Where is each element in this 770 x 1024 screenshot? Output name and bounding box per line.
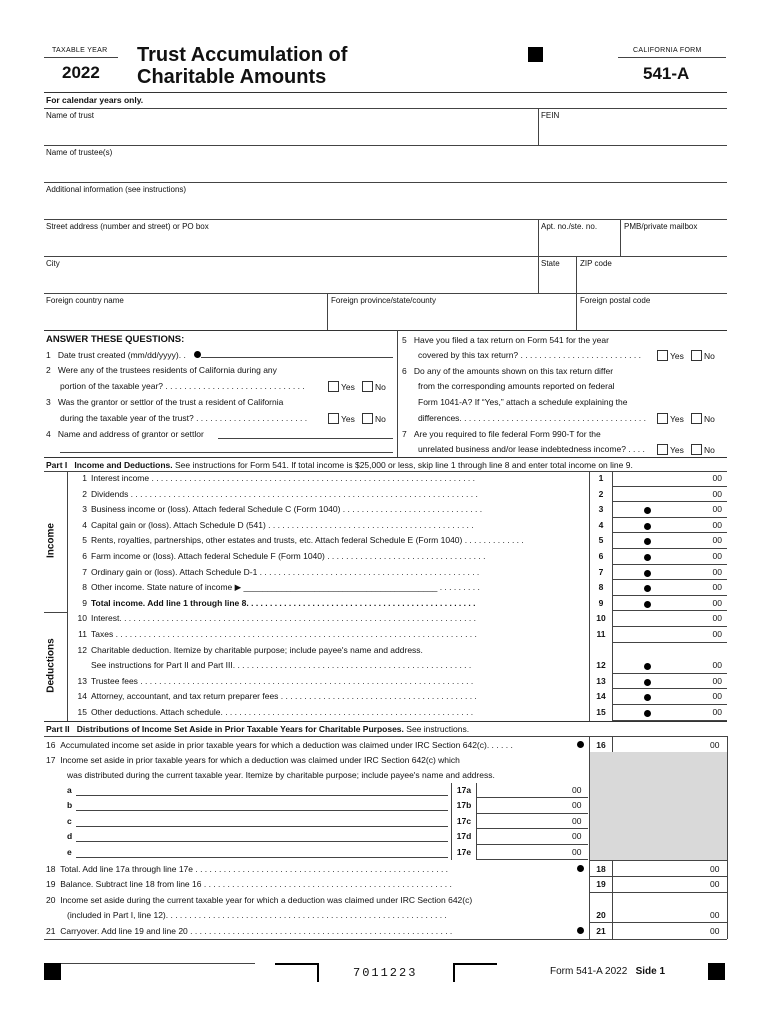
line-16-box-label: 16 bbox=[596, 740, 606, 750]
line-cents: 00 bbox=[712, 582, 722, 593]
line-16-cents: 00 bbox=[710, 740, 720, 750]
part1-line-row bbox=[67, 705, 727, 721]
line-description: Farm income or (loss). Attach federal Schedule F (Form 1040) . . . . . . . . . . . . . . . . . . . . . . . . . . . . . . . . . . bbox=[91, 551, 486, 561]
payee-input[interactable] bbox=[76, 857, 448, 858]
box-divider bbox=[589, 565, 590, 581]
form-side-label: Form 541-A 2022 Side 1 bbox=[550, 966, 666, 977]
box-divider bbox=[589, 596, 590, 612]
part1-line-row bbox=[67, 627, 727, 643]
line-20-cont: (included in Part I, line 12). . . . . . . . . . . . . . . . . . . . . . . . . . . . . . . . . . . . . . . . . . . . . . . . . . . . . . . . . . . . bbox=[67, 910, 447, 920]
grantor-input-2[interactable] bbox=[60, 452, 393, 453]
line-description: Interest income . . . . . . . . . . . . . . . . . . . . . . . . . . . . . . . . . . . . . . . . . . . . . . . . . . . . . . . . . . . . . . . . . . . . . bbox=[91, 473, 476, 483]
part1-heading: Part I Income and Deductions. See instructions for Form 541. If total income is $25,000 or less, skip line 1 through line 8 and enter total income on line 9. bbox=[46, 460, 633, 470]
part1-line-row bbox=[67, 580, 727, 596]
line-amount-field[interactable] bbox=[612, 705, 727, 721]
line-number: 12 bbox=[77, 644, 87, 655]
line-number: 1 bbox=[82, 473, 87, 483]
subline-box-divider bbox=[451, 845, 452, 860]
apt-field[interactable]: Apt. no./ste. no. bbox=[541, 222, 598, 231]
subline-cents: 00 bbox=[572, 846, 582, 857]
line-number: 4 bbox=[82, 519, 87, 530]
zip-field[interactable]: ZIP code bbox=[580, 259, 612, 268]
line-17-shaded-area bbox=[589, 752, 728, 860]
line-number: 11 bbox=[78, 629, 87, 639]
q3-no-checkbox[interactable] bbox=[362, 413, 373, 424]
line-20-box-label: 20 bbox=[596, 910, 606, 920]
street-address-field[interactable]: Street address (number and street) or PO box bbox=[46, 222, 209, 231]
line-cents: 00 bbox=[712, 488, 722, 499]
line-cents: 00 bbox=[712, 597, 722, 608]
box-divider bbox=[589, 533, 590, 549]
line-number: 14 bbox=[77, 691, 87, 702]
line-amount-field[interactable] bbox=[612, 502, 727, 518]
line-box-label: 7 bbox=[598, 566, 604, 577]
additional-info-field[interactable]: Additional information (see instructions) bbox=[46, 185, 187, 194]
form-title-line2: Charitable Amounts bbox=[137, 66, 327, 88]
line-box-label: 4 bbox=[598, 519, 604, 530]
deductions-side-label: Deductions bbox=[45, 638, 57, 693]
line-cents: 00 bbox=[712, 613, 722, 624]
name-of-trust-field[interactable]: Name of trust bbox=[46, 111, 95, 120]
line-amount-field bbox=[612, 643, 727, 659]
line-number: 8 bbox=[82, 582, 87, 593]
part1-line-row bbox=[67, 658, 727, 674]
line-number: 5 bbox=[82, 535, 87, 546]
question-3: 3 Was the grantor or settlor of the trust a resident of California bbox=[46, 397, 284, 407]
line-amount-field[interactable] bbox=[612, 658, 727, 674]
line-box-label: 5 bbox=[598, 535, 604, 546]
q6-no-checkbox[interactable] bbox=[691, 413, 702, 424]
payee-input[interactable] bbox=[76, 826, 448, 827]
fein-field[interactable]: FEIN bbox=[541, 111, 560, 120]
box-divider bbox=[589, 471, 590, 487]
question-6-c: Form 1041-A? If “Yes,” attach a schedule explaining the bbox=[418, 397, 628, 407]
q2-no-checkbox[interactable] bbox=[362, 381, 373, 392]
line-box-label: 12 bbox=[596, 660, 606, 671]
subline-box-label: 17c bbox=[456, 815, 472, 826]
line-amount-field[interactable] bbox=[612, 565, 727, 581]
registration-mark-top bbox=[528, 47, 543, 62]
line-box-label: 1 bbox=[598, 473, 604, 483]
line-18-cents: 00 bbox=[710, 864, 720, 874]
subline-box-divider bbox=[451, 783, 452, 798]
box-divider bbox=[589, 487, 590, 503]
line-amount-field[interactable] bbox=[612, 580, 727, 596]
question-1: 1 Date trust created (mm/dd/yyyy). . bbox=[46, 350, 186, 360]
line-18-bullet-icon bbox=[577, 865, 584, 872]
subline-box-label: 17b bbox=[456, 800, 472, 811]
california-form-label: CALIFORNIA FORM bbox=[633, 47, 702, 54]
line-17-cont: was distributed during the current taxable year. Itemize by charitable purpose; include payee's name and address. bbox=[67, 770, 495, 780]
box-divider bbox=[589, 627, 590, 643]
line-description: Attorney, accountant, and tax return preparer fees . . . . . . . . . . . . . . . . . . . . . . . . . . . . . . . . . . . . . . . . . . bbox=[91, 691, 477, 702]
form-title-line1: Trust Accumulation of bbox=[137, 44, 348, 66]
date-bullet-icon bbox=[194, 351, 201, 358]
line-number: 15 bbox=[77, 707, 87, 717]
line-box-label: 15 bbox=[596, 707, 606, 717]
line-description: See instructions for Part II and Part III. . . . . . . . . . . . . . . . . . . . . . . . . . . . . . . . . . . . . . . . . . . . . . . . . . . bbox=[91, 660, 472, 671]
box-divider bbox=[589, 580, 590, 596]
box-divider bbox=[589, 518, 590, 534]
state-field[interactable]: State bbox=[541, 259, 560, 268]
income-side-label: Income bbox=[45, 523, 57, 559]
part1-line-row bbox=[67, 643, 727, 659]
line-amount-field[interactable] bbox=[612, 518, 727, 534]
box-divider bbox=[589, 689, 590, 705]
question-6-d: differences. . . . . . . . . . . . . . . . . . . . . . . . . . . . . . . . . . . . . . . . bbox=[418, 413, 646, 423]
city-field[interactable]: City bbox=[46, 259, 60, 268]
line-box-label bbox=[590, 643, 612, 659]
line-box-label: 6 bbox=[598, 551, 604, 561]
registration-mark-bottom-left bbox=[44, 963, 61, 980]
question-5: 5 Have you filed a tax return on Form 541 for the year bbox=[402, 335, 609, 345]
part1-line-row bbox=[67, 674, 727, 690]
line-box-label: 11 bbox=[596, 629, 606, 639]
line-cents: 00 bbox=[712, 707, 722, 717]
foreign-province-field[interactable]: Foreign province/state/county bbox=[331, 296, 436, 305]
line-amount-field[interactable] bbox=[612, 689, 727, 705]
line-description: Business income or (loss). Attach federal Schedule C (Form 1040) . . . . . . . . . . . . . . . . . . . . . . . . . . . . . . bbox=[91, 504, 483, 515]
line-17: 17 Income set aside in prior taxable years for which a deduction was claimed under IRC Section 642(c) which bbox=[46, 755, 460, 765]
line-19-box-label: 19 bbox=[596, 879, 606, 889]
foreign-country-field[interactable]: Foreign country name bbox=[46, 296, 124, 305]
line-number: 9 bbox=[82, 597, 87, 608]
line-box-label: 10 bbox=[596, 613, 606, 624]
line-description: Total income. Add line 1 through line 8. . . . . . . . . . . . . . . . . . . . . . . . . . . . . . . . . . . . . . . . . . . . . . . . . bbox=[91, 597, 476, 608]
line-box-label: 13 bbox=[596, 675, 606, 686]
subline-box-divider bbox=[451, 798, 452, 813]
line-21-bullet-icon bbox=[577, 927, 584, 934]
payee-input[interactable] bbox=[76, 810, 448, 811]
line-cents: 00 bbox=[712, 566, 722, 577]
subline-cents: 00 bbox=[572, 785, 582, 795]
line-description: Capital gain or (loss). Attach Schedule D (541) . . . . . . . . . . . . . . . . . . . . . . . . . . . . . . . . . . . . . . . . . . . . bbox=[91, 519, 474, 530]
foreign-postal-field[interactable]: Foreign postal code bbox=[580, 296, 651, 305]
line-21-box-label: 21 bbox=[596, 926, 606, 936]
line-16: 16 Accumulated income set aside in prior taxable years for which a deduction was claimed under IRC Section 642(c). . . . . . bbox=[46, 740, 513, 750]
line-cents: 00 bbox=[712, 551, 722, 561]
question-4: 4 Name and address of grantor or settlor bbox=[46, 429, 204, 439]
line-amount-field[interactable] bbox=[612, 627, 727, 643]
q6-yes-checkbox[interactable] bbox=[657, 413, 668, 424]
question-7: 7 Are you required to file federal Form 990-T for the bbox=[402, 429, 601, 439]
line-number: 7 bbox=[82, 566, 87, 577]
subline-cents: 00 bbox=[572, 831, 582, 842]
payee-input[interactable] bbox=[76, 795, 448, 796]
line-number: 6 bbox=[82, 551, 87, 561]
box-divider bbox=[589, 611, 590, 627]
q5-no-checkbox[interactable] bbox=[691, 350, 702, 361]
box-divider bbox=[589, 549, 590, 565]
q7-yes-checkbox[interactable] bbox=[657, 444, 668, 455]
q2-yes-checkbox[interactable] bbox=[328, 381, 339, 392]
line-18: 18 Total. Add line 17a through line 17e . . . . . . . . . . . . . . . . . . . . . . . . . . . . . . . . . . . . . . . . . . . . . . . . . . . . . . bbox=[46, 864, 449, 874]
q5-yes-checkbox[interactable] bbox=[657, 350, 668, 361]
subline-box-label: 17a bbox=[456, 785, 472, 795]
line-cents: 00 bbox=[712, 675, 722, 686]
part1-line-row bbox=[67, 518, 727, 534]
subline-cents: 00 bbox=[572, 815, 582, 826]
part1-line-row bbox=[67, 611, 727, 627]
line-box-label: 14 bbox=[596, 691, 606, 702]
line-20: 20 Income set aside during the current taxable year for which a deduction was claimed under IRC Section 642(c) bbox=[46, 895, 473, 905]
box-divider bbox=[589, 705, 590, 721]
line-21: 21 Carryover. Add line 19 and line 20 . . . . . . . . . . . . . . . . . . . . . . . . . . . . . . . . . . . . . . . . . . . . . . . . . . . . . . . . bbox=[46, 926, 453, 936]
line-description: Taxes . . . . . . . . . . . . . . . . . . . . . . . . . . . . . . . . . . . . . . . . . . . . . . . . . . . . . . . . . . . . . . . . . . . . . . . . . . . . . bbox=[91, 629, 477, 639]
taxable-year-label: TAXABLE YEAR bbox=[52, 47, 108, 54]
subline-box-divider bbox=[451, 829, 452, 844]
line-box-label: 2 bbox=[598, 488, 604, 499]
corner-mark-right bbox=[453, 963, 497, 982]
part1-line-row bbox=[67, 487, 727, 503]
question-2-cont: portion of the taxable year? . . . . . . . . . . . . . . . . . . . . . . . . . . . . . . bbox=[60, 381, 305, 391]
questions-heading: ANSWER THESE QUESTIONS: bbox=[46, 334, 185, 345]
line-18-box-label: 18 bbox=[596, 864, 606, 874]
line-amount-field[interactable] bbox=[612, 487, 727, 503]
line-box-label: 8 bbox=[598, 582, 604, 593]
form-number: 541-A bbox=[643, 64, 690, 83]
line-cents: 00 bbox=[712, 691, 722, 702]
pmb-field[interactable]: PMB/private mailbox bbox=[624, 222, 698, 231]
part1-line-row bbox=[67, 596, 727, 612]
line-19-cents: 00 bbox=[710, 879, 720, 889]
line-description: Interest. . . . . . . . . . . . . . . . . . . . . . . . . . . . . . . . . . . . . . . . . . . . . . . . . . . . . . . . . . . . . . . . . . . . . . . . . . . . bbox=[91, 613, 476, 624]
line-cents: 00 bbox=[712, 473, 722, 483]
question-6: 6 Do any of the amounts shown on this tax return differ bbox=[402, 366, 614, 376]
line-description: Other income. State nature of income ▶ _________________________________________ . . . . . . . . . bbox=[91, 582, 480, 593]
line-20-cents: 00 bbox=[710, 910, 720, 920]
box-divider bbox=[589, 643, 590, 659]
line-cents: 00 bbox=[712, 504, 722, 515]
line-amount-field[interactable] bbox=[612, 471, 727, 487]
box-divider bbox=[589, 658, 590, 674]
part1-line-row bbox=[67, 565, 727, 581]
line-number: 2 bbox=[82, 488, 87, 499]
line-description: Trustee fees . . . . . . . . . . . . . . . . . . . . . . . . . . . . . . . . . . . . . . . . . . . . . . . . . . . . . . . . . . . . . . . . . . . . . . . bbox=[91, 675, 474, 686]
subline-cents: 00 bbox=[572, 800, 582, 811]
q7-no-checkbox[interactable] bbox=[691, 444, 702, 455]
line-amount-field[interactable] bbox=[612, 674, 727, 690]
part1-line-row bbox=[67, 502, 727, 518]
line-box-label: 9 bbox=[598, 597, 604, 608]
q3-yes-checkbox[interactable] bbox=[328, 413, 339, 424]
line-amount-field[interactable] bbox=[612, 533, 727, 549]
subline-box-divider bbox=[451, 814, 452, 829]
question-2: 2 Were any of the trustees residents of California during any bbox=[46, 365, 277, 375]
line-description: Dividends . . . . . . . . . . . . . . . . . . . . . . . . . . . . . . . . . . . . . . . . . . . . . . . . . . . . . . . . . . . . . . . . . . . . . . . . . . bbox=[91, 488, 478, 499]
payee-input[interactable] bbox=[76, 841, 448, 842]
line-cents: 00 bbox=[712, 519, 722, 530]
subline-letter: c bbox=[67, 815, 72, 826]
corner-mark-left bbox=[275, 963, 319, 982]
line-box-label: 3 bbox=[598, 504, 604, 515]
question-6-b: from the corresponding amounts reported on federal bbox=[418, 381, 615, 391]
trustee-name-field[interactable]: Name of trustee(s) bbox=[46, 148, 113, 157]
line-cents: 00 bbox=[712, 535, 722, 546]
subline-letter: d bbox=[67, 831, 73, 842]
part1-line-row bbox=[67, 549, 727, 565]
part1-line-row bbox=[67, 689, 727, 705]
line-amount-field[interactable] bbox=[612, 596, 727, 612]
registration-mark-bottom-right bbox=[708, 963, 725, 980]
line-number: 3 bbox=[82, 504, 87, 515]
line-21-cents: 00 bbox=[710, 926, 720, 936]
box-divider bbox=[589, 674, 590, 690]
part1-line-row bbox=[67, 471, 727, 487]
line-number: 13 bbox=[77, 675, 87, 686]
subline-letter: b bbox=[67, 800, 73, 811]
line-cents: 00 bbox=[712, 660, 722, 671]
date-created-input[interactable] bbox=[201, 357, 393, 358]
line-number: 10 bbox=[77, 613, 87, 624]
calendar-note: For calendar years only. bbox=[46, 95, 144, 105]
line-description: Other deductions. Attach schedule. . . . . . . . . . . . . . . . . . . . . . . . . . . . . . . . . . . . . . . . . . . . . . . . . . . . . . bbox=[91, 707, 474, 717]
line-description: Ordinary gain or (loss). Attach Schedule D-1 . . . . . . . . . . . . . . . . . . . . . . . . . . . . . . . . . . . . . . . . . . . . . . . bbox=[91, 566, 480, 577]
subline-letter: e bbox=[67, 846, 72, 857]
subline-box-label: 17e bbox=[456, 846, 472, 857]
line-description: Rents, royalties, partnerships, other estates and trusts, etc. Attach federal Schedule E (Form 1040) . . . . . . . . . . . . . bbox=[91, 535, 524, 546]
question-5-cont: covered by this tax return? . . . . . . . . . . . . . . . . . . . . . . . . . . bbox=[418, 350, 641, 360]
part2-heading: Part II Distributions of Income Set Aside in Prior Taxable Years for Charitable Purposes. See instructions. bbox=[46, 724, 470, 734]
question-7-cont: unrelated business and/or lease indebtedness income? . . . . bbox=[418, 444, 645, 454]
line-cents: 00 bbox=[712, 629, 722, 639]
form-code: 7011223 bbox=[353, 966, 418, 980]
line-16-bullet-icon bbox=[577, 741, 584, 748]
box-divider bbox=[589, 502, 590, 518]
line-amount-field[interactable] bbox=[612, 549, 727, 565]
line-19: 19 Balance. Subtract line 18 from line 16 . . . . . . . . . . . . . . . . . . . . . . . . . . . . . . . . . . . . . . . . . . . . . . . . . . . . . bbox=[46, 879, 452, 889]
subline-box-label: 17d bbox=[456, 831, 472, 842]
subline-letter: a bbox=[67, 785, 72, 795]
grantor-input-1[interactable] bbox=[218, 438, 393, 439]
part1-line-row bbox=[67, 533, 727, 549]
question-3-cont: during the taxable year of the trust? . . . . . . . . . . . . . . . . . . . . . . . . bbox=[60, 413, 308, 423]
line-description: Charitable deduction. Itemize by charitable purpose; include payee's name and address. bbox=[91, 644, 423, 655]
tax-year: 2022 bbox=[62, 63, 100, 82]
line-amount-field[interactable] bbox=[612, 611, 727, 627]
